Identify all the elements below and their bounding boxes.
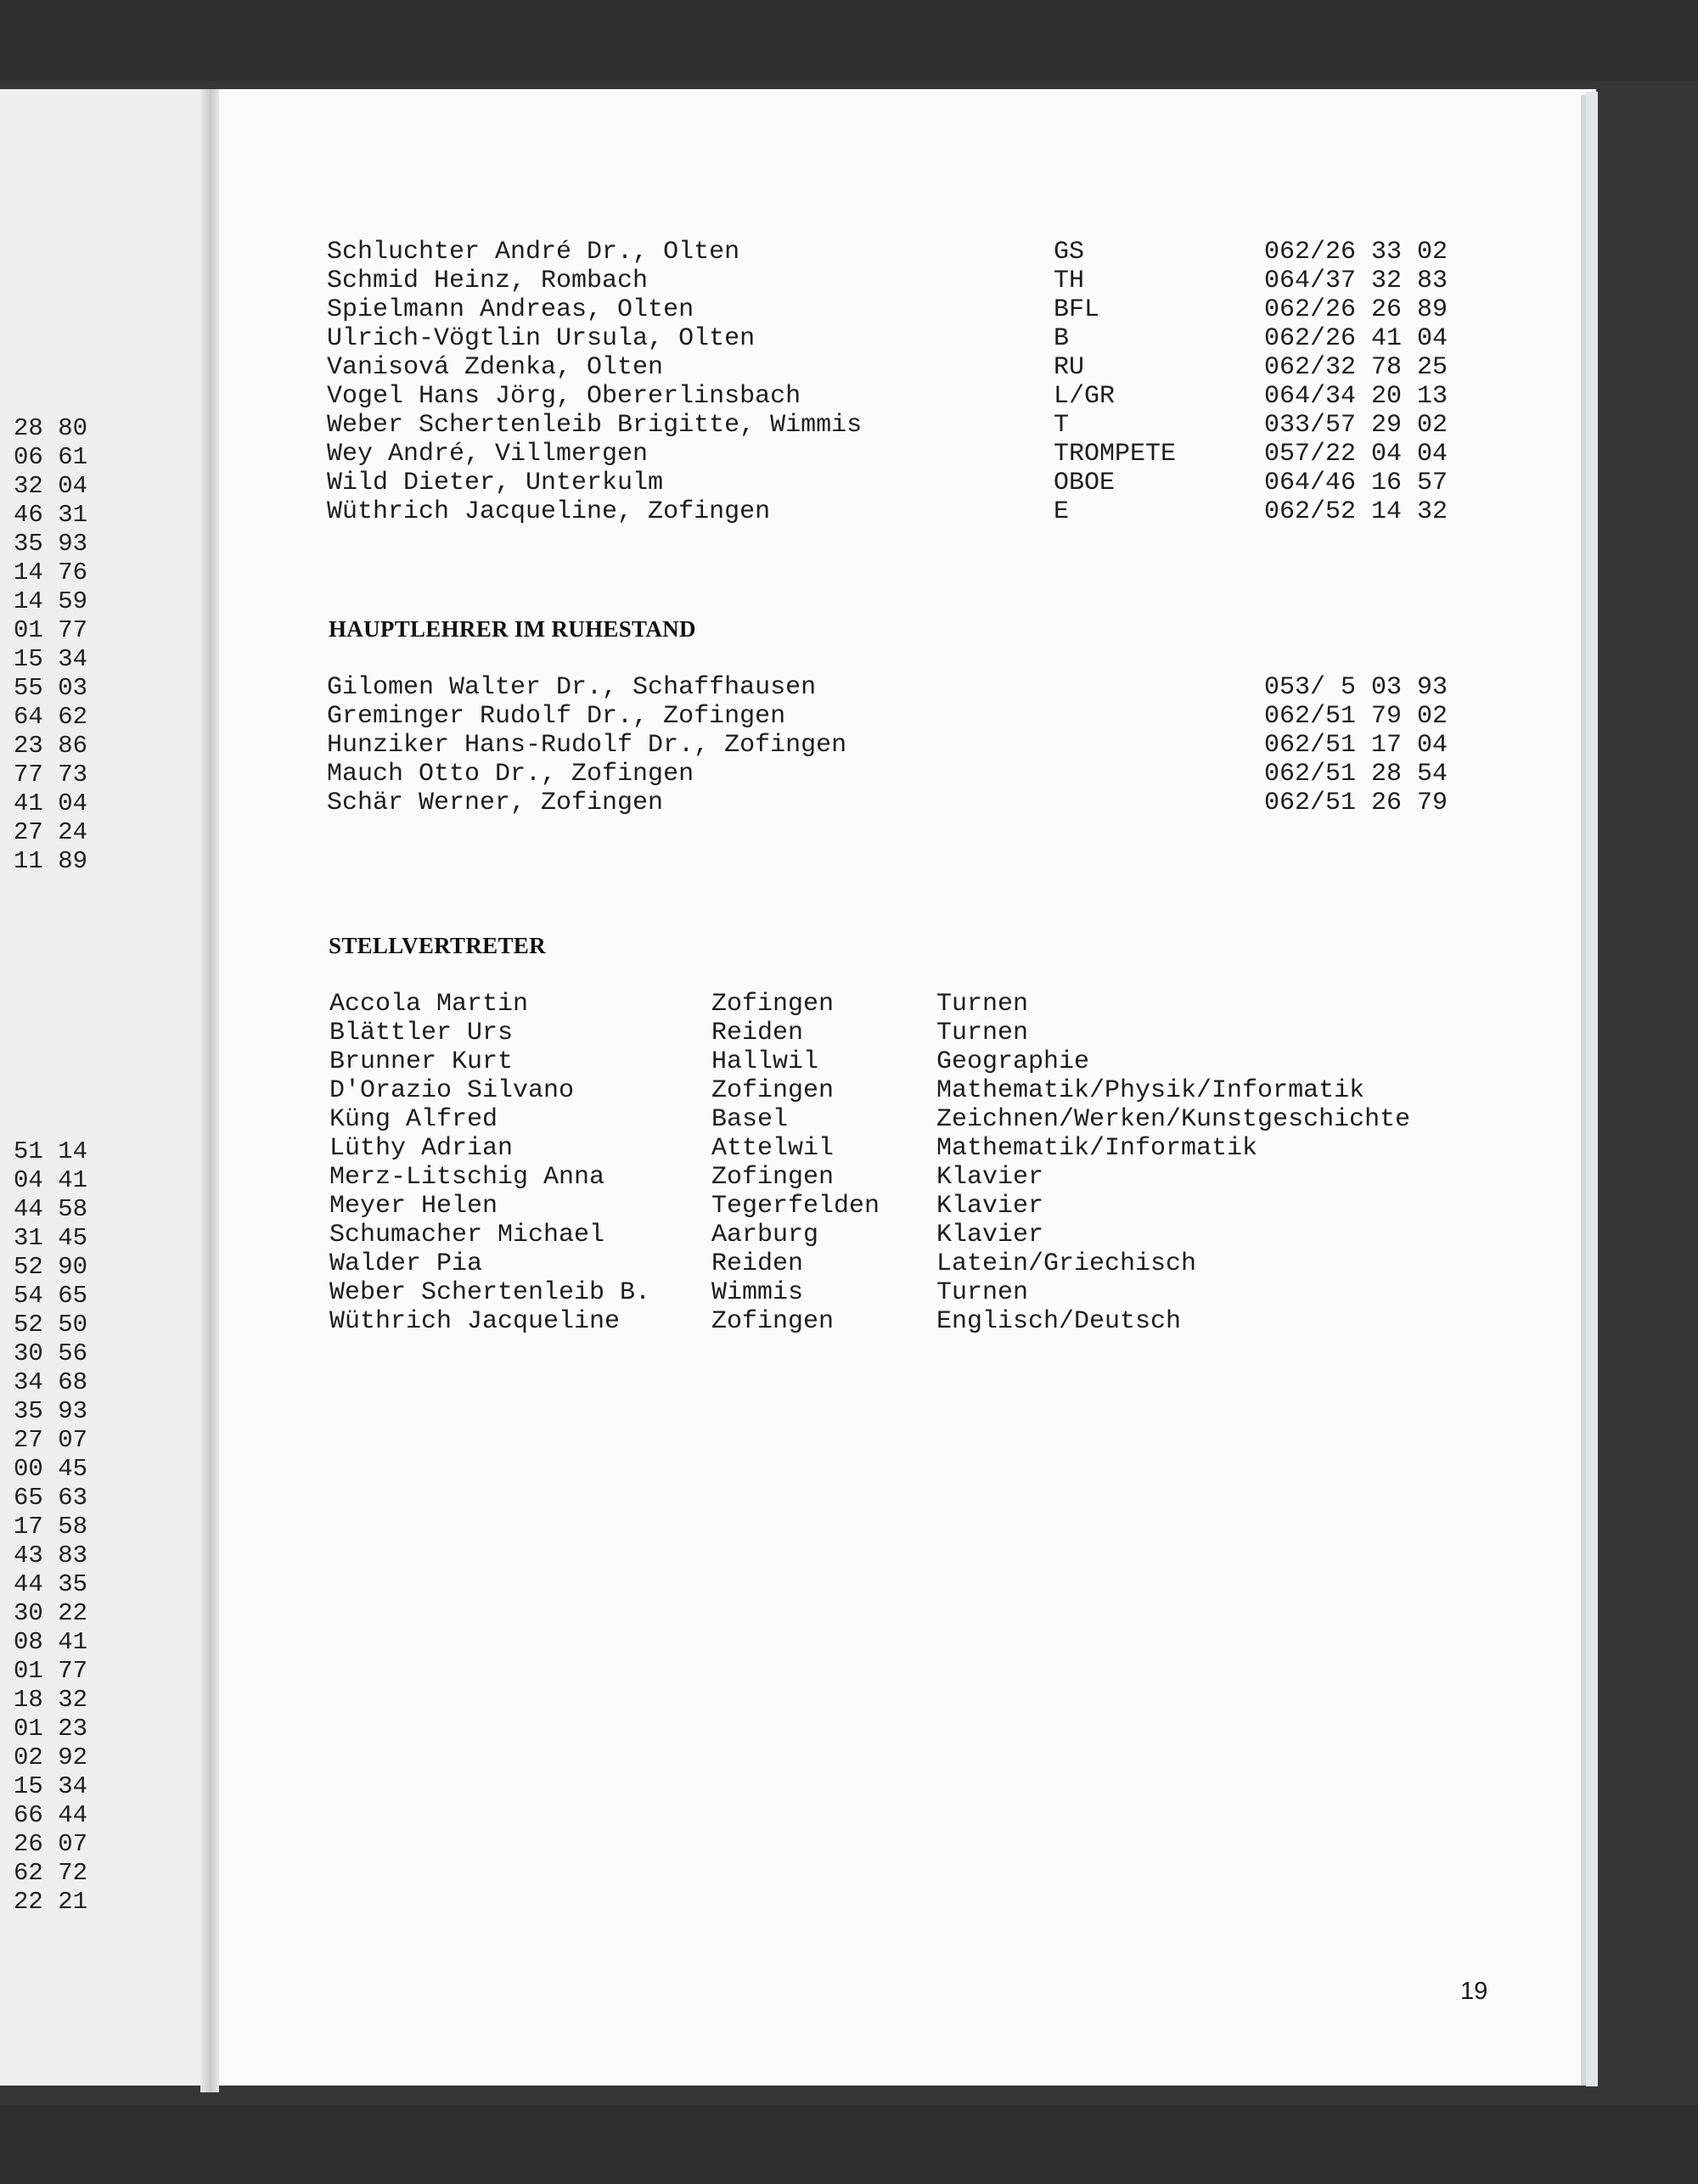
left-page-numbers-top [14,414,107,876]
teacher-phone: 064/46 16 57 [1264,469,1448,497]
retired-phone: 062/51 79 02 [1264,702,1448,731]
teacher-subject: B [1054,324,1070,353]
left-page-number: 41 04 [14,789,88,817]
left-page-number: 35 93 [14,530,88,558]
teacher-name: Schluchter André Dr., Olten [327,238,740,267]
left-page-number: 32 04 [14,472,88,500]
left-page-number: 44 58 [14,1195,88,1223]
left-page-number: 54 65 [14,1282,88,1310]
substitute-subject: Zeichnen/Werken/Kunstgeschichte [936,1105,1411,1134]
substitute-place: Attelwil [711,1134,835,1163]
retired-name: Mauch Otto Dr., Zofingen [327,760,694,789]
retired-phone: 062/51 28 54 [1264,760,1448,789]
left-page-number: 28 80 [14,414,88,442]
substitute-place: Basel [711,1105,789,1134]
retired-phone: 062/51 17 04 [1264,731,1448,760]
substitute-subject: Mathematik/Informatik [936,1134,1258,1163]
substitute-name: Brunner Kurt [329,1047,514,1076]
substitute-subject: Klavier [936,1163,1044,1192]
left-page-number: 01 77 [14,616,88,644]
left-page-number: 35 93 [14,1397,88,1425]
scan-background-bottom [0,2105,1698,2184]
substitute-place: Zofingen [711,1076,835,1105]
left-page-number: 15 34 [14,1772,88,1800]
substitute-name: Weber Schertenleib B. [329,1278,651,1307]
left-page-number: 02 92 [14,1743,88,1771]
teacher-subject: E [1054,497,1070,526]
substitute-place: Zofingen [711,1307,835,1336]
left-page-number: 27 07 [14,1426,88,1454]
retired-name: Gilomen Walter Dr., Schaffhausen [327,673,817,702]
left-page-number: 27 24 [14,818,88,846]
left-page-number: 31 45 [14,1224,88,1252]
substitute-subject: Latein/Griechisch [936,1249,1197,1278]
substitute-subject: Klavier [936,1221,1044,1249]
teacher-phone: 062/26 26 89 [1264,295,1448,324]
substitute-subject: Turnen [936,1019,1029,1047]
retired-phone: 062/51 26 79 [1264,789,1448,817]
substitute-subject: Geographie [936,1047,1090,1076]
left-page-number: 06 61 [14,443,88,471]
left-page-number: 00 45 [14,1455,88,1483]
teacher-subject: OBOE [1054,469,1116,497]
substitute-name: Wüthrich Jacqueline [329,1307,621,1336]
teacher-subject: RU [1054,353,1085,382]
substitute-name: D'Orazio Silvano [329,1076,575,1105]
teacher-name: Schmid Heinz, Rombach [327,267,649,295]
teacher-name: Vanisová Zdenka, Olten [327,353,664,382]
left-page-number: 34 68 [14,1368,88,1396]
substitute-name: Küng Alfred [329,1105,498,1134]
substitute-name: Merz-Litschig Anna [329,1163,605,1192]
left-page-number: 52 90 [14,1253,88,1281]
retired-phone: 053/ 5 03 93 [1264,673,1448,702]
retired-heading: HAUPTLEHRER IM RUHESTAND [329,616,696,642]
teacher-subject: T [1054,411,1070,440]
left-page-number: 26 07 [14,1830,88,1858]
substitute-name: Schumacher Michael [329,1221,605,1249]
left-page-number: 08 41 [14,1628,88,1656]
left-page-number: 30 56 [14,1339,88,1367]
left-page-number: 66 44 [14,1801,88,1829]
substitute-place: Zofingen [711,1163,835,1192]
teacher-name: Wüthrich Jacqueline, Zofingen [327,497,771,526]
substitute-name: Walder Pia [329,1249,483,1278]
substitute-subject: Turnen [936,990,1029,1019]
left-page-number: 64 62 [14,703,88,731]
teacher-name: Ulrich-Vögtlin Ursula, Olten [327,324,756,353]
left-page-number: 01 23 [14,1715,88,1743]
left-page-number: 51 14 [14,1137,88,1165]
left-page-number: 11 89 [14,847,88,875]
substitute-name: Meyer Helen [329,1192,498,1221]
left-page-number: 17 58 [14,1513,88,1541]
substitute-subject: Englisch/Deutsch [936,1307,1182,1336]
left-page-number: 23 86 [14,732,88,760]
left-page-number: 77 73 [14,761,88,789]
left-page-number: 01 77 [14,1657,88,1685]
teacher-subject: TROMPETE [1054,440,1177,469]
page-edge-outer [1586,92,1598,2086]
teacher-name: Spielmann Andreas, Olten [327,295,694,324]
teacher-phone: 033/57 29 02 [1264,411,1448,440]
teacher-subject: TH [1054,267,1085,295]
teacher-name: Vogel Hans Jörg, Obererlinsbach [327,382,801,411]
left-page-number: 14 76 [14,559,88,587]
substitutes-heading: STELLVERTRETER [329,933,546,958]
substitute-place: Tegerfelden [711,1192,880,1221]
left-page-number: 46 31 [14,501,88,529]
teacher-phone: 062/26 33 02 [1264,238,1448,267]
substitute-name: Accola Martin [329,990,529,1019]
teacher-phone: 064/34 20 13 [1264,382,1448,411]
left-page-number: 22 21 [14,1888,88,1916]
left-page-number: 14 59 [14,587,88,615]
left-page-number: 43 83 [14,1541,88,1569]
scan-background-top [0,0,1698,81]
book-gutter [200,89,219,2092]
substitute-place: Hallwil [711,1047,819,1076]
substitute-subject: Klavier [936,1192,1044,1221]
left-page-number: 62 72 [14,1859,88,1887]
teacher-phone: 064/37 32 83 [1264,267,1448,295]
left-page-number: 44 35 [14,1570,88,1598]
substitute-name: Lüthy Adrian [329,1134,514,1163]
substitute-place: Aarburg [711,1221,819,1249]
teacher-phone: 062/32 78 25 [1264,353,1448,382]
retired-name: Greminger Rudolf Dr., Zofingen [327,702,786,731]
substitute-subject: Turnen [936,1278,1029,1307]
teacher-name: Wild Dieter, Unterkulm [327,469,664,497]
left-page-number: 30 22 [14,1599,88,1627]
retired-name: Schär Werner, Zofingen [327,789,664,817]
teacher-phone: 057/22 04 04 [1264,440,1448,469]
page-number: 19 [1460,1978,1488,2005]
teacher-subject: L/GR [1054,382,1116,411]
teacher-phone: 062/52 14 32 [1264,497,1448,526]
left-page-number: 04 41 [14,1166,88,1194]
left-page-number: 55 03 [14,674,88,702]
left-page-number: 15 34 [14,645,88,673]
substitute-place: Wimmis [711,1278,804,1307]
teacher-phone: 062/26 41 04 [1264,324,1448,353]
substitute-place: Reiden [711,1249,804,1278]
teacher-name: Weber Schertenleib Brigitte, Wimmis [327,411,863,440]
substitute-subject: Mathematik/Physik/Informatik [936,1076,1365,1105]
teacher-name: Wey André, Villmergen [327,440,649,469]
left-page-number: 52 50 [14,1311,88,1339]
teacher-subject: GS [1054,238,1085,267]
substitute-place: Zofingen [711,990,835,1019]
left-page-numbers-bottom [14,1137,107,1917]
retired-name: Hunziker Hans-Rudolf Dr., Zofingen [327,731,847,760]
left-page-number: 65 63 [14,1484,88,1512]
left-page-number: 18 32 [14,1686,88,1714]
teacher-subject: BFL [1054,295,1100,324]
substitute-place: Reiden [711,1019,804,1047]
substitute-name: Blättler Urs [329,1019,514,1047]
